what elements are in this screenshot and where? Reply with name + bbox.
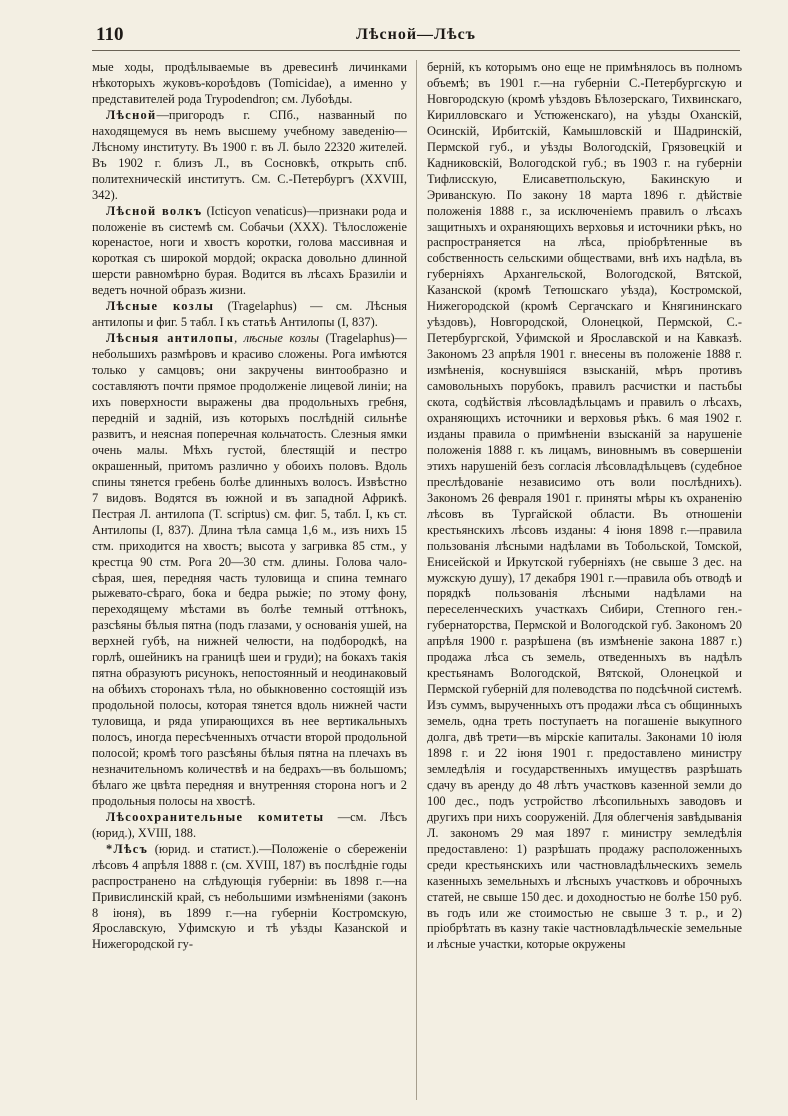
right-column [427, 60, 742, 1100]
article-lesnye-kozly: Лѣсные козлы (Tragelaphus) — см. Лѣсныя антилопы и фиг. 5 табл. I къ статьѣ Антилопы (I, 837). [92, 299, 407, 330]
article-lesnoy: Лѣсной—пригородъ г. СПб., названный по находящемуся въ немъ высшему учебному заведенію—Лѣсному институту. Въ 1900 г. въ Л. было 22320 жителей. Въ 1902 г. близъ Л., въ Сосновкѣ, открыть спб. политехническій институтъ. См. С.-Петербургъ (XXVIII, 342). [92, 107, 407, 202]
headword: Лѣсоохранительные комитеты [106, 809, 325, 824]
left-column [92, 60, 407, 1100]
page-number: 110 [96, 24, 124, 45]
running-head: Лѣсной—Лѣсъ [355, 26, 476, 43]
italic-synonym: , лѣсные козлы [234, 331, 320, 346]
headword: Лѣсной [106, 107, 157, 122]
article-lesnye-antilopy: Лѣсныя антилопы, лѣсные козлы (Tragelaphus)—небольшихъ размѣровъ и красиво сложены. Рога имѣются только у самцовъ; они закручены винтообразно и составляютъ почти прямое продолженіе лицевой линіи; на ихъ поверхности выражены два продольныхъ гребня, передній и задній, изъ которыхъ послѣдній сильнѣе развитъ, и неясная поперечная кольчатость. Слезныя ямки очень малы. Мѣхъ густой, блестящій и пестро окрашенный, притомъ различно у обоихъ половъ. Вдоль спины тянется гребень болѣе длинныхъ волосъ. Извѣстно 7 видовъ. Водятся въ южной и въ западной Африкѣ. Пестрая Л. антилопа (T. scriptus) см. фиг. 5, табл. I, къ ст. Антилопы (I, 837). Длина тѣла самца 1,6 м., изъ нихъ 15 стм. приходится на хвостъ; высота у загривка 85 стм., у крестца 90 стм. Рога 20—30 стм. длины. Голова чало-сѣрая, шея, передняя часть туловища и спина темнаго рыжевато-сѣраго, бока и бедра рыжіе; по этому фону, переходящему мѣстами въ болѣе темный оттѣнокъ, разсѣяны бѣлыя пятна (подъ глазами, у основанія ушей, на верхней губѣ, на нижней челюсти, на подбородкѣ, на горлѣ, ошейникъ на границѣ шеи и груди); на бокахъ такія пятна образуютъ рисунокъ, непостоянный и неодинаковый на обѣихъ сторонахъ тѣла, но обыкновенно состоящій изъ продольной полосы, которая тянется вдоль нижней части туловища, и ряда упирающихся въ нее вертикальныхъ полосъ, иногда пересѣченныхъ отчасти второй продольной полосой; кромѣ того разсѣяны бѣлыя пятна на плечахъ въ незначительномъ количествѣ и на бедрахъ—въ большомъ; бѣлаго же цвѣта передняя и внутренняя сторона ногъ и 2 продольныя полосы на хвостѣ. [92, 331, 407, 808]
headword: Лѣсныя антилопы [106, 331, 235, 346]
article-lesookhranitelnye-komitety: Лѣсоохранительные комитеты —см. Лѣсъ (юрид.), XVIII, 188. [92, 809, 407, 840]
article-continuation: мые ходы, продѣлываемые въ древесинѣ личинками нѣкоторыхъ жуковъ-короѣдовъ (Tomicidae), а именно у представителей рода Trypodendron; см. Лубоѣды. [92, 60, 407, 106]
column-divider [416, 60, 417, 1100]
article-les-continuation: берній, къ которымъ оно еще не примѣнялось въ полномъ объемѣ; въ 1901 г.—на губерніи С.-Петербургскую и Новгородскую (кромѣ уѣздовъ Бѣлозерскаго, Тихвинскаго, Кирилловскаго и Устюженскаго), на уѣзды Оханскій, Осинскій, Ирбитскій, Камышловскій и Шадринскій, Пермской губ., и уѣзды Вологодскій, Грязовецкій и Кадниковскій, Вологодской губ.; въ 1903 г. на губерніи Тифлисскую, Елисаветпольскую, Бакинскую и Эриванскую. По закону 18 марта 1896 г. дѣйствіе положенія 1888 г., за исключеніемъ правилъ о лѣсахъ защитныхъ и охраняющихъ верховья и источники рѣкъ, но распространяется на лѣса, пріобрѣтенные въ собственность сельскими обществами, внѣ ихъ надѣла, въ губерніяхъ Архангельской, Вологодской, Вятской, Казанской (кромѣ Тетюшскаго уѣзда), Костромской, Нижегородской (кромѣ Сергачскаго и Княгининскаго уѣздовъ), Новгородской, Олонецкой, Пермской, С.-Петербургской, Уфимской и Ярославской и на Кавказѣ. Закономъ 23 апрѣля 1901 г. внесены въ положеніе 1888 г. измѣненія, коснувшіяся взысканій, мѣръ противъ самовольныхъ порубокъ, правилъ расчистки и пастьбы скота, содѣйствія лѣсовладѣльцамъ и правилъ о лѣсахъ, охраняющихъ источники и верховья рѣкъ. 6 мая 1902 г. изданы правила о примѣненіи взысканій за нарушеніе положенія 1888 г. къ лицамъ, виновнымъ въ совершеніи этихъ нарушеній безъ согласія лѣсовладѣльцевъ (судебное преслѣдованіе независимо отъ воли послѣднихъ). Закономъ 26 февраля 1901 г. приняты мѣры къ охраненію лѣсовъ въ Тургайской области. Въ отношеніи крестьянскихъ лѣсовъ изданы: 4 іюня 1898 г.—правила пользованія лѣсными надѣлами въ Тобольской, Томской, Енисейской и Иркутской губерніяхъ (не свыше 3 дес. на мужскую душу), 17 декабря 1901 г.—правила объ отводѣ и порядкѣ пользованія лѣсными надѣлами на переселенческихъ участкахъ Сибири, Степного ген.-губернаторства, Пермской и Вологодской губ. Закономъ 20 апрѣля 1900 г. разрѣшена (въ измѣненіе закона 1887 г.) продажа лѣса съ земель, отведенныхъ въ надѣлъ крестьянамъ Вологодской, Вятской, Олонецкой и Пермской губерній для полеводства по подсѣчной системѣ. Изъ суммъ, вырученныхъ отъ продажи лѣса съ общинныхъ земель, одна треть поступаетъ на погашеніе выкупного долга, двѣ трети—въ мірскіе капиталы. Законами 10 іюля 1898 г. и 22 іюня 1901 г. предоставлено министру земледѣлія и государственныхъ имуществъ разрѣшать сдачу въ аренду до 48 лѣтъ участковъ казенной земли до 100 дес., подъ устройство лѣсопильныхъ заводовъ и другихъ при нихъ сооруженій. Для облегченія завѣдыванія Л. закономъ 29 мая 1897 г. министру земледѣлія предоставлено: 1) разрѣшать продажу расположенныхъ среди крестьянскихъ или частновладѣльческихъ земель казенныхъ земельныхъ и лѣсныхъ участковъ и оброчныхъ статей, не свыше 150 дес. и доходностью не болѣе 150 руб. въ годъ или же стоимостью не свыше 3 т. р., и 2) пріобрѣтать въ казну такіе частновладѣльческіе земельные и лѣсные участки, которые окружены [427, 60, 742, 952]
headword: Лѣсные козлы [106, 299, 215, 314]
headword: *Лѣсъ [106, 841, 149, 856]
article-lesnoy-volk: Лѣсной волкъ (Icticyon venaticus)—признаки рода и положеніе въ системѣ см. Собачьи (XXX). Тѣлосложеніе коренастое, ноги и хвостъ коротки, голова массивная и короткая съ широкой мордой; окраска довольно длинной шерсти равномѣрно бурая. Водится въ лѣсахъ Бразиліи и ведетъ ночной образъ жизни. [92, 203, 407, 298]
headword: Лѣсной волкъ [106, 203, 203, 218]
page-header [92, 22, 740, 51]
article-les: *Лѣсъ (юрид. и статист.).—Положеніе о сбереженіи лѣсовъ 4 апрѣля 1888 г. (см. XVIII, 187) въ послѣдніе годы распространено на слѣдующія губерніи: въ 1898 г.—на Привислинскій край, съ небольшими измѣненіями (законъ 8 іюня), въ 1899 г.—на губерніи Костромскую, Ярославскую, Уфимскую и тѣ уѣзды Казанской и Нижегородской гу- [92, 841, 407, 952]
